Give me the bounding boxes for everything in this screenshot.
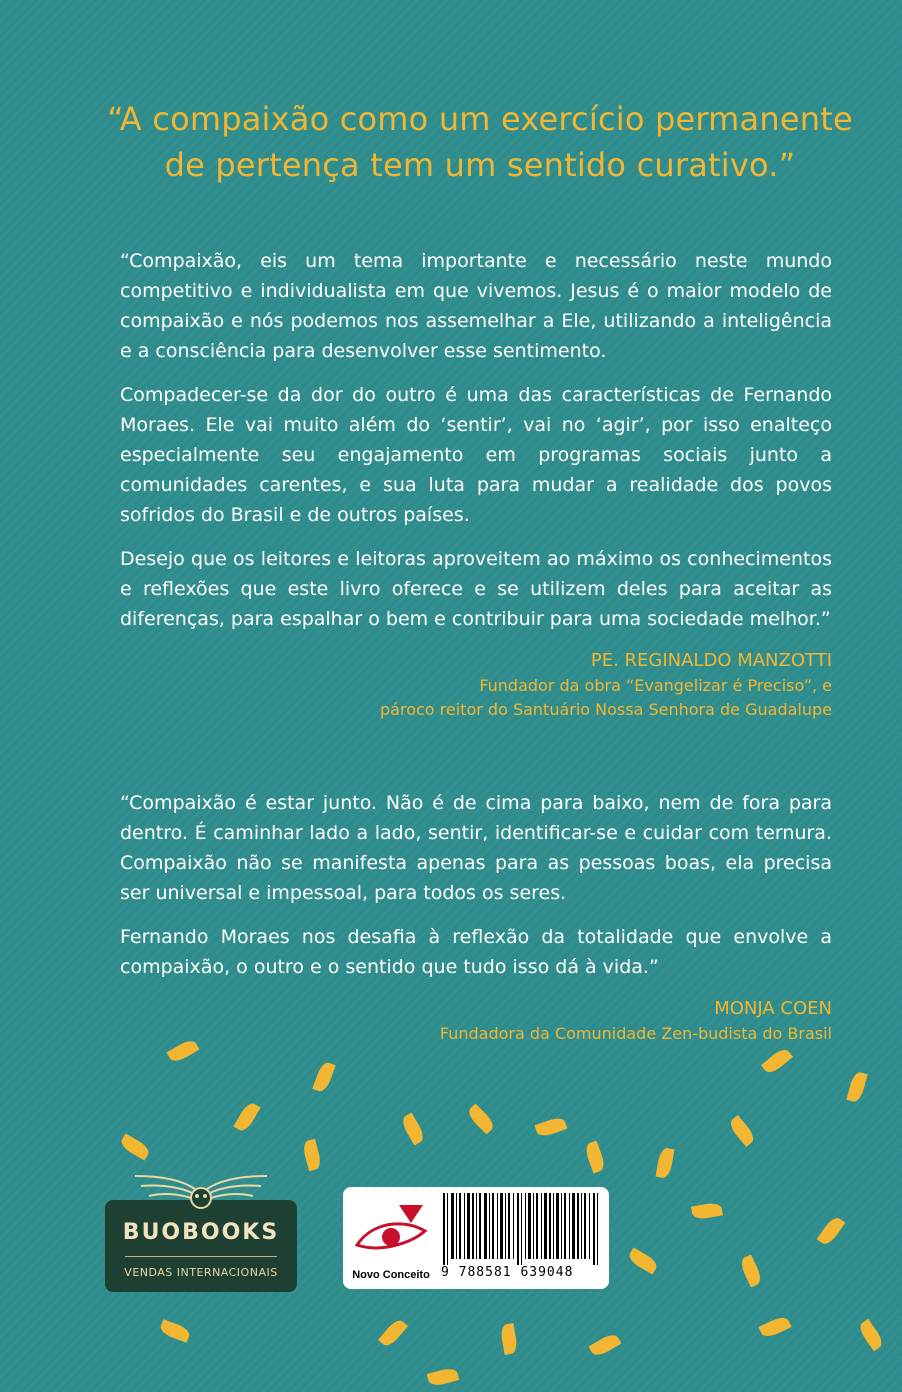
publisher-barcode-panel bbox=[343, 1187, 609, 1289]
headline-line-2: de pertença tem um sentido curativo.” bbox=[164, 146, 796, 184]
leaf-icon bbox=[656, 1147, 675, 1179]
testimonial-paragraph: Fernando Moraes nos desafia à reflexão da totalidade que envolve a compaixão, o outro e o sentido que tudo isso dá à vida.” bbox=[120, 926, 832, 978]
leaf-icon bbox=[583, 1141, 606, 1174]
author-role: pároco reitor do Santuário Nossa Senhora de Guadalupe bbox=[380, 700, 832, 719]
leaf-icon bbox=[738, 1254, 763, 1287]
leaf-icon bbox=[589, 1331, 622, 1358]
publisher-name: Novo Conceito bbox=[352, 1269, 430, 1281]
barcode-icon bbox=[441, 1193, 601, 1265]
leaf-icon bbox=[846, 1071, 867, 1104]
leaf-icon bbox=[159, 1319, 192, 1342]
buobooks-logo bbox=[105, 1200, 297, 1292]
headline-quote bbox=[100, 96, 860, 188]
testimonial-paragraph: Desejo que os leitores e leitoras aproveitem ao máximo os conhecimentos e reflexões que este livro oferece e se utilizem deles para aceitar as diferenças, para espalhar o bem e contribuir para uma sociedade melhor.” bbox=[120, 548, 832, 630]
testimonial-paragraph: “Compaixão é estar junto. Não é de cima para baixo, nem de fora para dentro. É caminhar lado a lado, sentir, identificar-se e cuidar com ternura. Compaixão não se manifesta apenas para as pessoas boas, ela precisa ser universal e impessoal, para todos os seres. bbox=[120, 792, 832, 904]
testimonial-monja-coen bbox=[120, 788, 832, 1046]
leaf-icon bbox=[817, 1215, 846, 1248]
leaf-icon bbox=[378, 1317, 408, 1349]
author-name: PE. REGINALDO MANZOTTI bbox=[590, 650, 832, 671]
logo-subtitle: VENDAS INTERNACIONAIS bbox=[124, 1266, 278, 1279]
leaf-icon bbox=[233, 1101, 260, 1134]
leaf-icon bbox=[627, 1247, 660, 1274]
leaf-icon bbox=[758, 1314, 791, 1339]
attribution bbox=[120, 996, 832, 1046]
author-role: Fundadora da Comunidade Zen-budista do Brasil bbox=[439, 1024, 832, 1043]
leaf-icon bbox=[427, 1366, 460, 1387]
leaf-icon bbox=[535, 1115, 568, 1138]
leaf-icon bbox=[399, 1113, 426, 1146]
publisher-eye-icon bbox=[353, 1201, 429, 1259]
isbn-number: 9 788581 639048 bbox=[441, 1265, 574, 1280]
owl-wings-icon bbox=[131, 1160, 271, 1220]
leaf-icon bbox=[727, 1115, 757, 1147]
testimonial-manzotti bbox=[120, 246, 832, 722]
leaf-icon bbox=[500, 1323, 519, 1355]
leaf-icon bbox=[761, 1046, 793, 1076]
leaf-icon bbox=[691, 1202, 723, 1221]
logo-divider bbox=[125, 1256, 277, 1257]
leaf-icon bbox=[301, 1139, 322, 1172]
attribution bbox=[120, 648, 832, 722]
author-role: Fundador da obra “Evangelizar é Preciso”, e bbox=[479, 676, 832, 695]
testimonial-paragraph: Compadecer-se da dor do outro é uma das características de Fernando Moraes. Ele vai muito além do ‘sentir’, vai no ‘agir’, por isso enalteço especialmente seu engajamento em programas sociais junto a comunidades carentes, e sua luta para mudar a realidade dos povos sofridos do Brasil e de outros países. bbox=[120, 384, 832, 526]
author-name: MONJA COEN bbox=[714, 998, 832, 1019]
leaf-icon bbox=[119, 1133, 152, 1160]
leaf-icon bbox=[857, 1319, 886, 1352]
leaf-icon bbox=[465, 1103, 496, 1134]
logo-name: BUOBOOKS bbox=[122, 1220, 280, 1245]
testimonial-paragraph: “Compaixão, eis um tema importante e necessário neste mundo competitivo e individualista em que vivemos. Jesus é o maior modelo de compaixão e nós podemos nos assemelhar a Ele, utilizando a inteligência e a consciência para desenvolver esse sentimento. bbox=[120, 250, 832, 362]
headline-line-1: “A compaixão como um exercício permanente bbox=[107, 100, 853, 138]
leaf-icon bbox=[312, 1061, 335, 1094]
